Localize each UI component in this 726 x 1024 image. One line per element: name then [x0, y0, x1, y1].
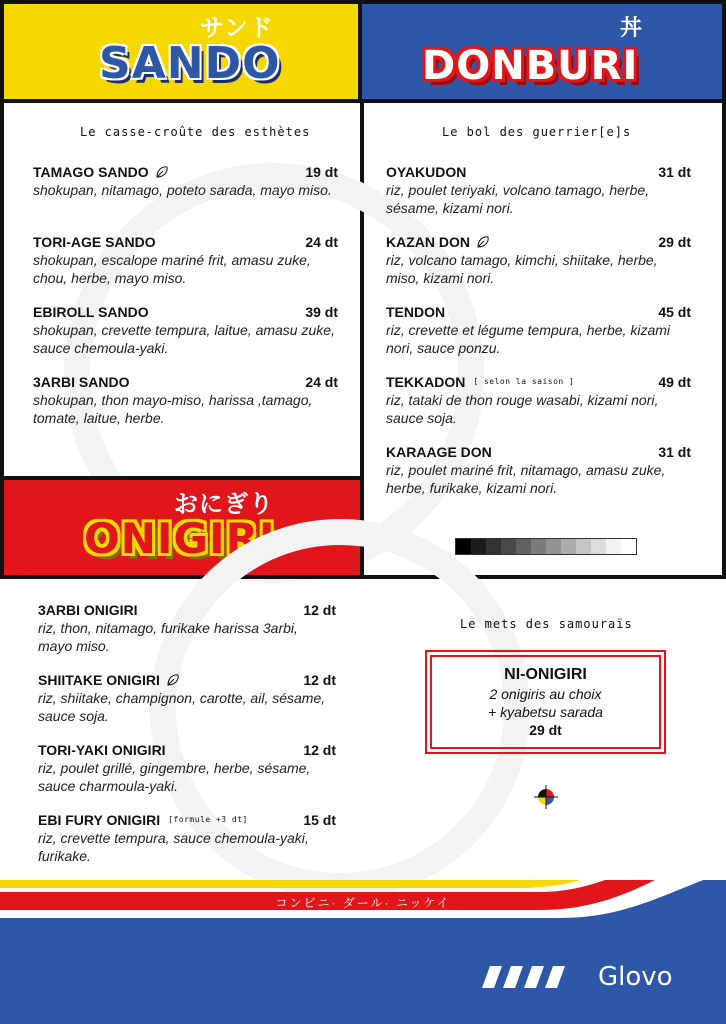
donburi-section	[362, 103, 726, 579]
onigiri-title: ONIGIRI	[84, 514, 276, 563]
item-description: shokupan, nitamago, poteto sarada, mayo miso.	[33, 182, 332, 198]
combo-line-2: + kyabetsu sarada	[488, 704, 603, 720]
menu-item	[33, 233, 338, 287]
item-description: riz, crevette et légume tempura, herbe, kizami nori, sauce ponzu.	[386, 322, 671, 356]
leaf-icon	[476, 235, 490, 249]
sando-subtitle: Le casse-croûte des esthètes	[80, 125, 311, 139]
leaf-icon	[155, 165, 169, 179]
item-name: 3ARBI ONIGIRI	[38, 602, 138, 618]
swatch	[516, 539, 531, 554]
item-name: TENDON	[386, 304, 446, 320]
footer-japanese-text: コンビニ· ダール· ニッケイ	[275, 896, 451, 910]
menu-item	[386, 443, 691, 497]
item-price: 29 dt	[658, 234, 691, 250]
item-price: 45 dt	[658, 304, 691, 320]
item-price: 24 dt	[305, 234, 338, 250]
glovo-logo	[482, 962, 673, 992]
swatch	[471, 539, 486, 554]
menu-item	[386, 233, 691, 287]
item-description: riz, thon, nitamago, furikake harissa 3arbi, mayo miso.	[38, 620, 298, 654]
menu-item	[38, 671, 336, 725]
menu-item	[386, 303, 691, 357]
item-description: shokupan, thon mayo-miso, harissa ,tamago, tomate, laitue, herbe.	[33, 392, 313, 426]
menu-item	[33, 373, 338, 427]
item-description: riz, shiitake, champignon, carotte, ail, sésame, sauce soja.	[38, 690, 326, 724]
item-price: 49 dt	[658, 374, 691, 390]
combo-title: NI-ONIGIRI	[504, 666, 587, 683]
grayscale-swatch-bar	[455, 538, 637, 555]
swatch	[546, 539, 561, 554]
item-name: KARAAGE DON	[386, 444, 492, 460]
donburi-header	[362, 0, 726, 103]
swatch	[606, 539, 621, 554]
menu-item	[33, 303, 338, 357]
swatch	[591, 539, 606, 554]
swatch	[531, 539, 546, 554]
item-name: KAZAN DON	[386, 234, 470, 250]
sando-header	[0, 0, 362, 103]
combo-subtitle: Le mets des samouraïs	[460, 617, 633, 631]
item-name: EBIROLL SANDO	[33, 304, 149, 320]
menu-item	[38, 811, 336, 865]
leaf-icon	[166, 673, 180, 687]
menu-item	[38, 741, 336, 795]
swatch	[456, 539, 471, 554]
menu-item	[33, 163, 338, 199]
item-description: riz, poulet grillé, gingembre, herbe, sésame, sauce charmoula-yaki.	[38, 760, 311, 794]
donburi-title: DONBURI	[422, 43, 639, 89]
item-name: TORI-AGE SANDO	[33, 234, 156, 250]
item-description: riz, tataki de thon rouge wasabi, kizami nori, sauce soja.	[386, 392, 659, 426]
item-price: 31 dt	[658, 164, 691, 180]
swatch	[501, 539, 516, 554]
combo-line-1: 2 onigiris au choix	[489, 686, 602, 702]
swatch	[576, 539, 591, 554]
swatch	[621, 539, 636, 554]
item-price: 24 dt	[305, 374, 338, 390]
crosshair-icon	[534, 785, 558, 809]
item-name: 3ARBI SANDO	[33, 374, 130, 390]
item-name: EBI FURY ONIGIRI	[38, 812, 161, 828]
item-price: 15 dt	[303, 812, 336, 828]
item-description: riz, poulet mariné frit, nitamago, amasu zuke, herbe, furikake, kizami nori.	[386, 462, 666, 496]
donburi-title-jp: 丼	[620, 16, 644, 41]
menu-item	[386, 163, 691, 217]
item-name: OYAKUDON	[386, 164, 467, 180]
item-price: 19 dt	[305, 164, 338, 180]
item-price: 39 dt	[305, 304, 338, 320]
item-price: 12 dt	[303, 672, 336, 688]
sando-section	[0, 103, 364, 476]
item-note: [formule +3 dt]	[168, 815, 248, 824]
menu-item	[38, 601, 336, 655]
item-description: shokupan, escalope mariné frit, amasu zuke, chou, herbe, mayo miso.	[33, 252, 311, 286]
item-name: SHIITAKE ONIGIRI	[38, 672, 160, 688]
menu-item	[386, 373, 691, 427]
sando-title-jp: サンド	[200, 14, 274, 42]
item-description: riz, crevette tempura, sauce chemoula-yaki, furikake.	[38, 830, 309, 864]
item-note: [ selon la saison ]	[473, 377, 575, 386]
swatch	[486, 539, 501, 554]
combo-price: 29 dt	[529, 722, 562, 738]
onigiri-title-jp: おにぎり	[174, 490, 274, 518]
item-price: 31 dt	[658, 444, 691, 460]
item-price: 12 dt	[303, 742, 336, 758]
item-price: 12 dt	[303, 602, 336, 618]
item-name: TEKKADON	[386, 374, 466, 390]
item-name: TAMAGO SANDO	[33, 164, 149, 180]
item-description: shokupan, crevette tempura, laitue, amasu zuke, sauce chemoula-yaki.	[33, 322, 335, 356]
combo-box	[425, 650, 666, 754]
swatch	[561, 539, 576, 554]
donburi-subtitle: Le bol des guerrier[e]s	[442, 125, 632, 139]
item-description: riz, volcano tamago, kimchi, shiitake, herbe, miso, kizami nori.	[386, 252, 658, 286]
sando-title: SANDO	[99, 38, 281, 89]
item-description: riz, poulet teriyaki, volcano tamago, herbe, sésame, kizami nori.	[386, 182, 650, 216]
glovo-stripes-icon	[482, 966, 586, 988]
item-name: TORI-YAKI ONIGIRI	[38, 742, 166, 758]
glovo-brand: Glovo	[598, 962, 673, 992]
